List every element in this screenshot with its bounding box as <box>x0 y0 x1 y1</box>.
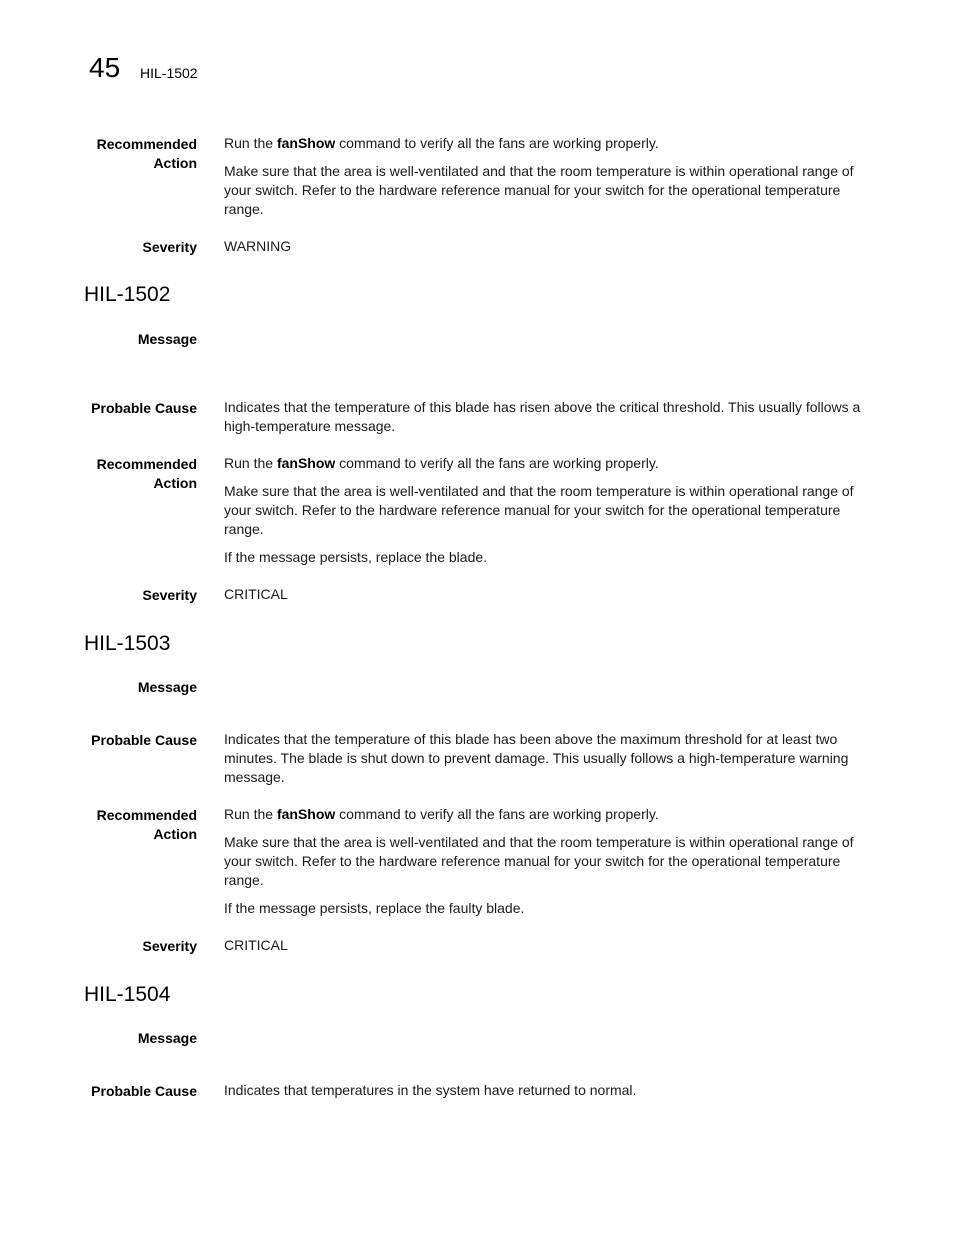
probable-cause-label: Probable Cause <box>91 1083 197 1099</box>
message-label: Message <box>137 1030 197 1046</box>
severity-value: CRITICAL <box>224 937 288 953</box>
message-label: Message <box>137 679 197 695</box>
command-name: fanShow <box>276 806 336 822</box>
probable-cause-text: Indicates that the temperature of this blade has been above the maximum threshold for at least two minutes. The blade is shut down to prevent damage. This usually follows a high-temperature warning message. <box>224 731 849 785</box>
command-name: fanShow <box>276 455 336 471</box>
probable-cause-text: Indicates that temperatures in the system have returned to normal. <box>224 1082 637 1098</box>
running-title: HIL-1502 <box>140 65 198 81</box>
severity-value: CRITICAL <box>224 586 288 602</box>
page-number: 45 <box>89 52 121 83</box>
recommended-action-text: Run the fanShow command to verify all the fans are working properly. Make sure that the area is well-ventilated and that the room temperature is within operational range of your switch. Refer to the hardware reference manual for your switch for the operational temperature range. If the message persists, replace the blade. <box>224 455 854 565</box>
probable-cause-text: Indicates that the temperature of this blade has risen above the critical threshold. This usually follows a high-temperature message. <box>224 399 861 434</box>
section-title: HIL-1502 <box>84 283 171 306</box>
severity-label: Severity <box>142 587 197 603</box>
message-label: Message <box>137 331 197 347</box>
severity-label: Severity <box>142 938 197 954</box>
recommended-action-label: Recommended Action <box>96 136 197 171</box>
recommended-action-label: Recommended Action <box>96 456 197 491</box>
section-title: HIL-1504 <box>84 983 171 1006</box>
section-title: HIL-1503 <box>84 632 171 655</box>
probable-cause-label: Probable Cause <box>91 400 197 416</box>
severity-value: WARNING <box>224 238 292 254</box>
recommended-action-label: Recommended Action <box>96 807 197 842</box>
recommended-action-text: Run the fanShow command to verify all the fans are working properly. Make sure that the area is well-ventilated and that the room temperature is within operational range of your switch. Refer to the hardware reference manual for your switch for the operational temperature range. If the message persists, replace the faulty blade. <box>224 806 854 916</box>
recommended-action-text: Run the fanShow command to verify all the fans are working properly. Make sure that the area is well-ventilated and that the room temperature is within operational range of your switch. Refer to the hardware reference manual for your switch for the operational temperature range. <box>224 135 854 217</box>
command-name: fanShow <box>276 135 336 151</box>
severity-label: Severity <box>142 239 197 255</box>
probable-cause-label: Probable Cause <box>91 732 197 748</box>
